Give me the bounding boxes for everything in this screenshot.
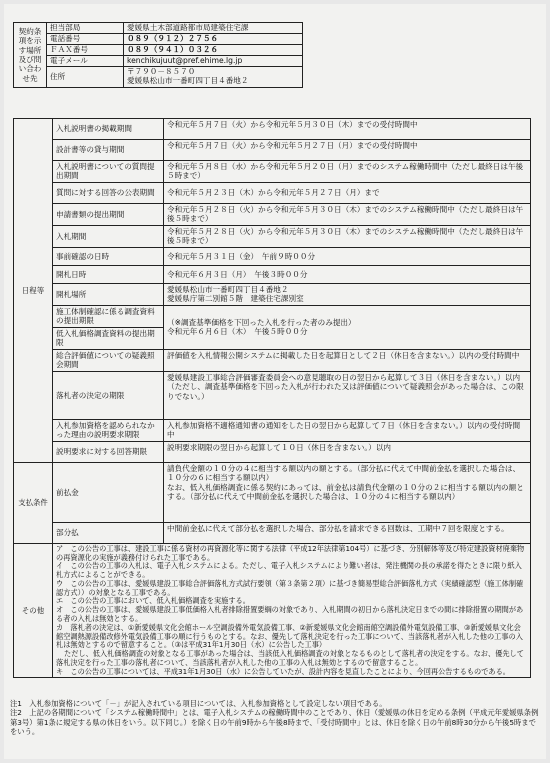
schedule-key: 開札場所	[53, 283, 164, 305]
schedule-key: 設計書等の貸与期間	[53, 140, 164, 161]
schedule-value: 令和元年５月３１日（金） 午前９時００分	[164, 247, 531, 265]
contact-key: 電子メール	[47, 56, 124, 67]
schedule-key: 説明要求に対する回答期限	[53, 441, 164, 462]
contact-value: ０８９（９４１）０３２６	[124, 45, 303, 56]
schedule-key: 入札参加資格を認められなかった理由の説明要求期限	[53, 419, 164, 441]
schedule-value: 令和元年６月３日（月） 午後３時００分	[164, 265, 531, 283]
schedule-key: 事前確認の日時	[53, 247, 164, 265]
contact-value: 愛媛県土木部道路都市局建築住宅課	[124, 23, 303, 34]
other-section-label: その他	[14, 543, 53, 678]
contact-address: 〒７９０－８５７０ 愛媛県松山市一番町四丁目４番地２	[124, 67, 303, 88]
contact-key: 住所	[47, 67, 124, 88]
schedule-key: 落札者の決定の期限	[53, 371, 164, 419]
schedule-value: 令和元年５月２８日（火）から令和元年５月３０日（木）までのシステム稼働時間中（ただし最終日は午後５時まで）	[164, 203, 531, 225]
footnote: 注2 上記の各期間について「システム稼働時間中」とは、電子入札システムの稼働時間中のことであり、休日（愛媛県の休日を定める条例（平成元年愛媛県条例第3号）第1条に規定する県の休日をいう。以下同じ。）を除く日の午前9時から午後8時まで、「受付時間中」とは、休日を除く日の午前8時30分から午後5時までをいう。	[10, 708, 539, 736]
contact-key: 電話番号	[47, 34, 124, 45]
schedule-value: 令和元年５月７日（火）から令和元年５月２７日（月）までの受付時間中	[164, 140, 531, 161]
schedule-value: 入札参加資格不適格通知書の通知をした日の翌日から起算して７日（休日を含まない。）以内の受付時間中	[164, 419, 531, 441]
payment-key: 前払金	[53, 462, 164, 522]
footnotes	[10, 699, 542, 736]
other-paragraph: ウ この公告の工事は、愛媛県建設工事総合評価落札方式試行要領（第３条第２項）に基づき簡易型総合評価落札方式（実績確認型（施工体制確認方式））の対象となる工事である。	[56, 578, 524, 597]
other-notes-cell	[53, 543, 531, 678]
contact-key: ＦＡＸ番号	[47, 45, 124, 56]
contact-email: kenchikujuut@pref.ehime.lg.jp	[124, 56, 303, 67]
other-paragraph: イ この公告の工事の入札は、電子入札システムによる。ただし、電子入札システムにより難い者は、発注機関の長の承諾を得たときに限り紙入札方式によることができる。	[56, 561, 522, 580]
schedule-key: 入札説明書についての質問提出期間	[53, 161, 164, 183]
payment-key: 部分払	[53, 522, 164, 543]
schedule-value: 愛媛県松山市一番町四丁目４番地２ 愛媛県庁第二別館５階 建築住宅課別室	[164, 283, 531, 305]
payment-section-label: 支払条件	[14, 462, 53, 543]
schedule-key: 入札説明書の掲載期間	[53, 119, 164, 140]
payment-value: 中間前金払に代えて部分払を選択した場合、部分払を請求できる回数は、工期中７回を限度とする。	[164, 522, 531, 543]
other-paragraph: ア この公告の工事は、建設工事に係る資材の再資源化等に関する法律（平成12年法律第104号）に基づき、分別解体等及び特定建設資材廃棄物の再資源化の実施が義務付けられた工事である。	[56, 543, 525, 562]
footnote: 注1 入札参加資格について「－」が記入されている項目については、入札参加資格として設定しない項目である。	[10, 699, 387, 708]
other-paragraph: カ 落札者の決定は、①新愛媛県文化会館ホール空調設備外電気設備工事、②新愛媛県文化会館南館空調設備外電気設備工事、③新愛媛県文化会館空調熱源設備改修外電気設備工事の順に行うものとする。なお、優先して落札決定を行った工事について、当該落札者が入札した他の工事の入札は無効とするので留意すること。（③は平成31年1月30日（水）に公告した工事）	[56, 622, 523, 650]
main-table	[13, 118, 531, 678]
schedule-key: 入札期間	[53, 225, 164, 247]
schedule-key: 質問に対する回答の公表期間	[53, 182, 164, 203]
other-paragraph: キ この公告の工事については、平成31年1月30日（水）に公告していたが、設計内容を見直したことにより、今回再公告するものである。	[56, 666, 510, 676]
schedule-value: （※調査基準価格を下回った入札を行った者のみ提出） 令和元年６月６日（木） 午後５時００分	[164, 305, 531, 349]
schedule-key: 申請書類の提出期間	[53, 203, 164, 225]
schedule-value: 令和元年５月８日（水）から令和元年５月２０日（月）までのシステム稼働時間中（ただし最終日は午後５時まで）	[164, 161, 531, 183]
schedule-value: 令和元年５月２８日（火）から令和元年５月３０日（木）までのシステム稼働時間中（ただし最終日は午後５時まで）	[164, 225, 531, 247]
schedule-key: 開札日時	[53, 265, 164, 283]
schedule-value: 評価値を入札情報公開システムに掲載した日を起算日として２日（休日を含まない。）以内の受付時間中	[164, 349, 531, 371]
payment-value: 請負代金額の１０分の４に相当する額以内の額とする。（部分払に代えて中間前金払を選択した場合は、１０分の６に相当する額以内） なお、低入札価格調査に係る契約にあっては、前金払は請負代金額の１０分の２に相当する額以内の額とする。（部分払に代えて中間前金払を選択した場合は、１０分の４に相当する額以内）	[164, 462, 531, 522]
other-paragraph: ただし、低入札価格調査の対象となる工事があった場合は、当該低入札価格調査の対象となるものとして落札者の決定をする。なお、優先して落札決定を行った工事の落札者について、当該落札者が入札した他の工事の入札は無効とするので留意すること。	[56, 649, 524, 667]
schedule-value: 令和元年５月２３日（木）から令和元年５月２７日（月）まで	[164, 182, 531, 203]
schedule-value: 令和元年５月７日（火）から令和元年５月３０日（木）までの受付時間中	[164, 119, 531, 140]
other-paragraph: オ この公告の工事は、愛媛県建設工事低価格入札者排除措置要綱の対象であり、入札期間の初日から落札決定日までの間に排除措置の期間がある者の入札は無効とする。	[56, 605, 524, 623]
contact-value: ０８９（９１２）２７５６	[124, 34, 303, 45]
schedule-key: 施工体制確認に係る調査資料の提出期限	[53, 305, 164, 327]
other-paragraph: エ この公告の工事において、低入札価格調査を実施する。	[56, 596, 250, 606]
schedule-section-label: 日程等	[14, 119, 53, 463]
contact-section-label: 契約条項を示す場所及び問い合わせ先	[14, 23, 47, 88]
contact-key: 担当部局	[47, 23, 124, 34]
schedule-key: 低入札価格調査資料の提出期限	[53, 327, 164, 349]
schedule-key: 総合評価値についての疑義照会期間	[53, 349, 164, 371]
schedule-value: 説明要求期限の翌日から起算して１０日（休日を含まない。）以内	[164, 441, 531, 462]
contact-table	[13, 22, 303, 88]
schedule-value: 愛媛県建設工事総合評価審査委員会への意見聴取の日の翌日から起算して３日（休日を含まない。）以内（ただし、調査基準価格を下回った入札が行われた又は評価値について疑義照会があった場合は、この限りでない。）	[164, 371, 531, 419]
